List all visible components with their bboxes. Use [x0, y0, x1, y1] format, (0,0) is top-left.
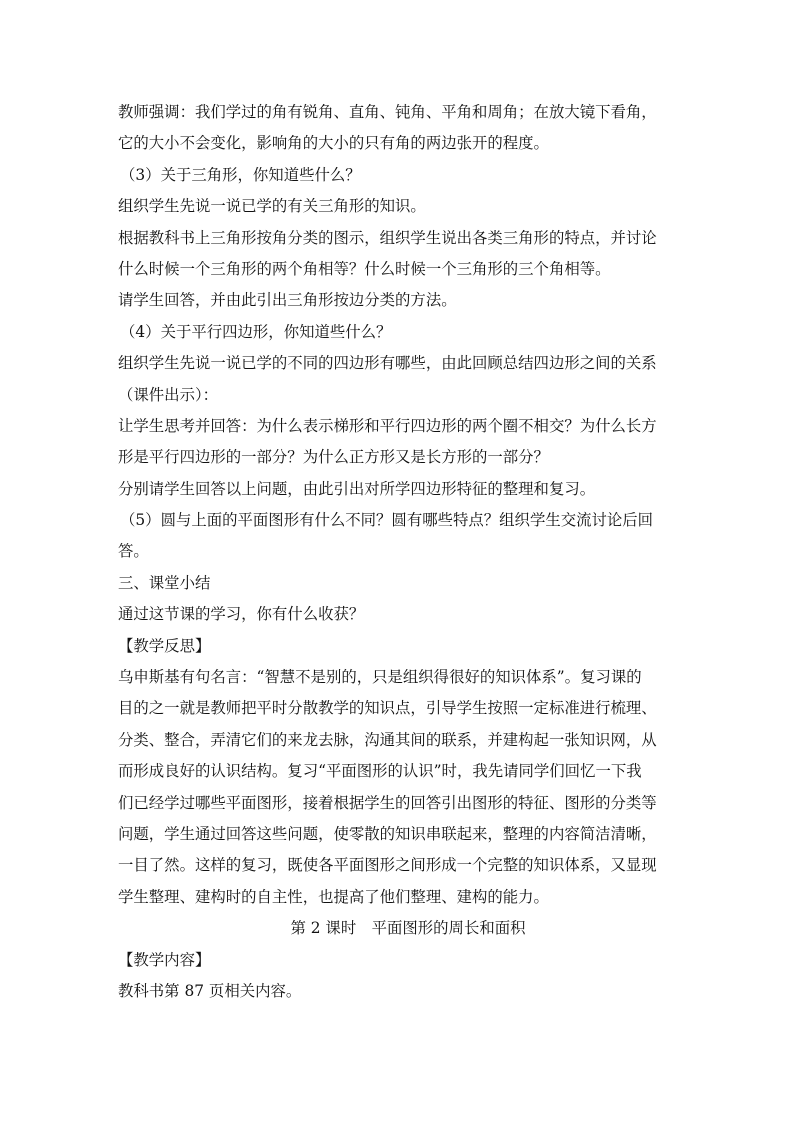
paragraph-line: 让学生思考并回答：为什么表示梯形和平行四边形的两个圈不相交？为什么长方 — [118, 416, 657, 435]
paragraph-line: （课件出示）： — [118, 385, 219, 404]
section-heading: （3）关于三角形，你知道些什么？ — [120, 165, 361, 184]
paragraph-line: 教师强调：我们学过的角有锐角、直角、钝角、平角和周角；在放大镜下看角， — [118, 103, 657, 121]
paragraph-line: 学生整理、建构时的自主性，也提高了他们整理、建构的能力。 — [118, 887, 549, 906]
section-heading: （5）圆与上面的平面图形有什么不同？圆有哪些特点？组织学生交流讨论后回 — [120, 511, 654, 530]
paragraph-line: 而形成良好的认识结构。复习“平面图形的认识”时，我先请同学们回忆一下我 — [118, 762, 642, 781]
paragraph-line: 组织学生先说一说已学的有关三角形的知识。 — [118, 197, 426, 216]
paragraph-line: 分类、整合，弄清它们的来龙去脉，沟通其间的联系，并建构起一张知识网，从 — [118, 730, 657, 749]
paragraph-line: 它的大小不会变化，影响角的大小的只有角的两边张开的程度。 — [118, 134, 549, 153]
paragraph-line: 分别请学生回答以上问题，由此引出对所学四边形特征的整理和复习。 — [118, 479, 596, 498]
paragraph-line: 组织学生先说一说已学的不同的四边形有哪些，由此回顾总结四边形之间的关系 — [118, 354, 657, 373]
paragraph-line: 问题，学生通过回答这些问题，使零散的知识串联起来，整理的内容简洁清晰， — [118, 824, 657, 843]
paragraph-line: 什么时候一个三角形的两个角相等？什么时候一个三角形的三个角相等。 — [118, 259, 611, 278]
document-page — [118, 97, 678, 1007]
lesson-title: 第 2 课时 平面图形的周长和面积 — [290, 919, 526, 938]
paragraph-line: 教科书第 87 页相关内容。 — [118, 981, 302, 1000]
paragraph-line: 形是平行四边形的一部分？为什么正方形又是长方形的一部分？ — [118, 448, 549, 467]
paragraph-line: 们已经学过哪些平面图形，接着根据学生的回答引出图形的特征、图形的分类等 — [118, 793, 657, 812]
section-heading: （4）关于平行四边形，你知道些什么？ — [120, 322, 392, 341]
paragraph-line: 通过这节课的学习，你有什么收获？ — [118, 605, 365, 624]
section-heading: 三、课堂小结 — [118, 573, 211, 592]
section-heading: 【教学反思】 — [118, 636, 211, 655]
paragraph-line: 根据教科书上三角形按角分类的图示，组织学生说出各类三角形的特点，并讨论 — [118, 228, 657, 247]
paragraph-line: 答。 — [118, 542, 149, 561]
paragraph-line: 请学生回答，并由此引出三角形按边分类的方法。 — [118, 291, 457, 310]
paragraph-line: 一目了然。这样的复习，既使各平面图形之间形成一个完整的知识体系，又显现 — [118, 856, 657, 875]
section-heading: 【教学内容】 — [118, 950, 211, 969]
paragraph-line: 目的之一就是教师把平时分散教学的知识点，引导学生按照一定标准进行梳理、 — [118, 699, 657, 718]
paragraph-line: 乌申斯基有句名言：“智慧不是别的，只是组织得很好的知识体系”。复习课的 — [118, 668, 642, 687]
